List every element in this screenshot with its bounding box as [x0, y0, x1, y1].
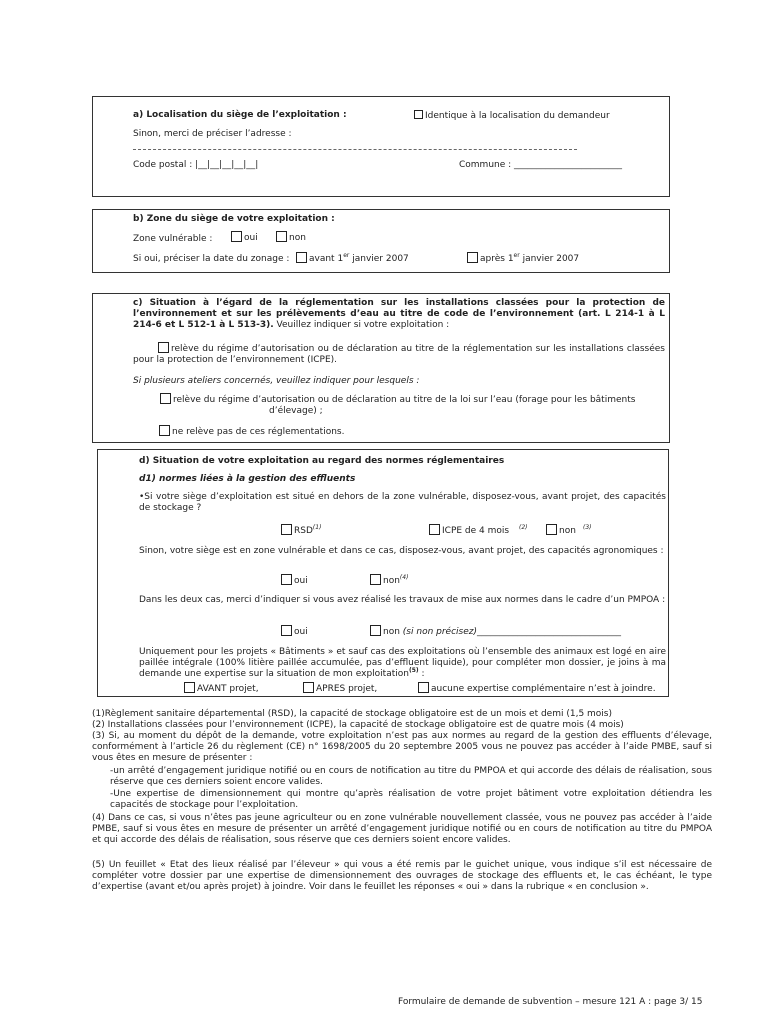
pmpoa-precisez-field[interactable]: (si non précisez)________________________________: [402, 627, 621, 637]
loi-eau-option[interactable]: [160, 393, 635, 405]
section-c-box: [92, 293, 670, 443]
page-footer: Formulaire de demande de subvention – mesure 121 A : page 3/ 15: [398, 997, 703, 1007]
agro-oui-option[interactable]: [281, 574, 308, 586]
agro-non-note: (4): [399, 574, 409, 581]
rsd-label: RSD: [294, 526, 313, 536]
avant-janvier: janvier 2007: [349, 254, 409, 264]
question-agronomiques: Sinon, votre siège est en zone vulnérable et dans ce cas, disposez-vous, avant projet, des capacités agronomiques :: [139, 546, 664, 556]
apres-label: après 1: [480, 254, 514, 264]
question-expertise: [139, 647, 666, 680]
icpe-4-mois-option[interactable]: [429, 524, 509, 536]
expertise-avant-option[interactable]: [184, 682, 259, 694]
stockage-non-checkbox[interactable]: [546, 524, 557, 535]
expertise-apres-label: APRES projet,: [316, 684, 378, 694]
section-c-title-bold: c) Situation à l’égard de la réglementation sur les installations classées pour la protection de l’environnement et sur les prélèvements d’eau au titre de code de l’environnement (art. L 214-1 à L 214-6 et L 512-1 à L 513-3).: [133, 298, 665, 330]
question-expertise-tail: :: [418, 669, 425, 679]
loi-eau-label-cont: d’élevage) ;: [269, 406, 323, 416]
pmpoa-oui-option[interactable]: [281, 625, 308, 637]
zone-oui-option[interactable]: [231, 231, 258, 243]
avant-2007-checkbox[interactable]: [296, 252, 307, 263]
agro-non-label: non: [383, 576, 400, 586]
footnote-3: (3) Si, au moment du dépôt de la demande, votre exploitation n’est pas aux normes au regard de la gestion des effluents d’élevage, conformément à l’article 26 du règlement (CE) n° 1698/2005 du 20 septembre 2005 vous ne pouvez pas accéder à l’aide PMBE, sauf si vous êtes en mesure de présenter :: [92, 731, 712, 763]
plusieurs-ateliers-label: Si plusieurs ateliers concernés, veuillez indiquer pour lesquels :: [133, 376, 420, 386]
commune-field[interactable]: Commune : ________________________: [459, 160, 623, 170]
rsd-note: (1): [312, 524, 322, 531]
expertise-avant-label: AVANT projet,: [197, 684, 259, 694]
zone-vulnerable-label: Zone vulnérable :: [133, 234, 213, 244]
footnote-2: (2) Installations classées pour l’environnement (ICPE), la capacité de stockage obligatoire est de quatre mois (4 mois): [92, 720, 624, 730]
section-d-title: d) Situation de votre exploitation au regard des normes réglementaires: [139, 456, 505, 466]
stockage-non-label: non: [559, 526, 576, 536]
footnote-3b: -Une expertise de dimensionnement qui montre qu’après réalisation de votre projet bâtiment votre exploitation détiendra les capacités de stockage pour l’exploitation.: [110, 789, 712, 810]
agro-oui-label: oui: [294, 576, 308, 586]
ne-releve-pas-option[interactable]: [159, 425, 344, 437]
zone-non-checkbox[interactable]: [276, 231, 287, 242]
agro-non-checkbox[interactable]: [370, 574, 381, 585]
question-stockage: •Si votre siège d’exploitation est situé en dehors de la zone vulnérable, disposez-vous, avant projet, des capacités de stockage ?: [139, 492, 666, 513]
loi-eau-label: relève du régime d’autorisation ou de déclaration au titre de la loi sur l’eau (forage pour les bâtiments: [173, 395, 636, 405]
apres-2007-checkbox[interactable]: [467, 252, 478, 263]
agro-non-option[interactable]: [370, 574, 408, 586]
sinon-adresse-label: Sinon, merci de préciser l’adresse :: [133, 129, 292, 139]
pmpoa-non-checkbox[interactable]: [370, 625, 381, 636]
identique-checkbox[interactable]: [414, 110, 423, 119]
question-pmpoa: Dans les deux cas, merci d’indiquer si vous avez réalisé les travaux de mise aux normes dans le cadre d’un PMPOA :: [139, 595, 666, 605]
expertise-apres-option[interactable]: [303, 682, 377, 694]
apres-janvier: janvier 2007: [519, 254, 580, 264]
question-expertise-text: Uniquement pour les projets « Bâtiments » et sauf cas des exploitations où l’ensemble des animaux est logé en aire paillée intégrale (100% litière paillée accumulée, pas d’effluent liquide), pour compléter mon dossier, je joins à ma demande une expertise sur la situation de mon exploitation: [139, 647, 666, 679]
expertise-note: (5): [408, 667, 419, 674]
pmpoa-non-option[interactable]: [370, 625, 621, 637]
code-postal-field[interactable]: Code postal : |__|__|__|__|__|: [133, 160, 259, 170]
stockage-non-option[interactable]: [546, 524, 576, 536]
ne-releve-pas-checkbox[interactable]: [159, 425, 170, 436]
rsd-checkbox[interactable]: [281, 524, 292, 535]
loi-eau-checkbox[interactable]: [160, 393, 171, 404]
icpe-4-mois-checkbox[interactable]: [429, 524, 440, 535]
icpe-checkbox[interactable]: [158, 342, 169, 353]
avant-2007-option[interactable]: [296, 252, 409, 264]
agro-oui-checkbox[interactable]: [281, 574, 292, 585]
footnote-3a: -un arrêté d’engagement juridique notifié ou en cours de notification au titre du PMPOA et qui accorde des délais de réalisation, sous réserve que ces derniers soient encore valides.: [110, 766, 712, 787]
section-d-box: d) Situation de votre exploitation au regard des normes réglementaires d1) normes liées à la gestion des effluents •Si votre siège d’exploitation est situé en dehors de la zone vulnérable, disposez-vous, avant projet, des capacités de stockage ? RSD$^{(1)}$ ICPE de 4 mois (2) non (3) Sinon, votre siège est en zone vulnérable et dans ce cas, disposez-vous, avant projet, des capacités agronomiques : oui non$^{(4)}$ Dans les deux cas, merci d’indiquer si vous avez réalisé les travaux de mise aux normes dans le cadre d’un PMPOA : oui non (si non précisez)________________________________ Uniquement pour les projets « Bâtiments » et sauf cas des exploitations où l’ensemble des animaux est logé en aire paillée intégrale (100% litière paillée accumulée, pas d’effluent liquide), pour compléter mon dossier, je joins à ma demande une expertise sur la situation de mon exploitation$^{(5)}$ : AVANT projet, APRES projet, aucune expertise complémentaire n’est à joindre.: [97, 449, 669, 697]
apres-er: er: [513, 252, 520, 259]
expertise-aucune-checkbox[interactable]: [418, 682, 429, 693]
zone-oui-label: oui: [244, 233, 258, 243]
section-c-title-tail: Veuillez indiquer si votre exploitation :: [273, 320, 450, 330]
expertise-apres-checkbox[interactable]: [303, 682, 314, 693]
section-b-title: b) Zone du siège de votre exploitation :: [133, 214, 335, 224]
pmpoa-oui-checkbox[interactable]: [281, 625, 292, 636]
identique-label: Identique à la localisation du demandeur: [425, 111, 610, 121]
section-b-box: [92, 209, 670, 273]
footnote-1: (1)Règlement sanitaire départemental (RSD), la capacité de stockage obligatoire est de un mois et demi (1,5 mois): [92, 709, 613, 719]
expertise-aucune-option[interactable]: [418, 682, 656, 694]
apres-2007-option[interactable]: [467, 252, 579, 264]
zone-non-option[interactable]: [276, 231, 306, 243]
zone-non-label: non: [289, 233, 306, 243]
pmpoa-oui-label: oui: [294, 627, 308, 637]
icpe-option-label: relève du régime d’autorisation ou de déclaration au titre de la réglementation sur les installations classées pour la protection de l’environnement (ICPE).: [133, 344, 665, 365]
avant-label: avant 1: [309, 254, 344, 264]
avant-er: er: [343, 252, 350, 259]
pmpoa-non-label: non: [383, 627, 400, 637]
footnote-4: (4) Dans ce cas, si vous n’êtes pas jeune agriculteur ou en zone vulnérable nouvellement classée, vous ne pouvez pas accéder à l’aide PMBE, sauf si vous êtes en mesure de présenter un arrêté d’engagement juridique notifié ou en cours de notification au titre du PMPOA et qui accorde des délais de réalisation, sous réserve que ces derniers soient encore valides.: [92, 813, 712, 845]
footnote-5: (5) Un feuillet « Etat des lieux réalisé par l’éleveur » qui vous a été remis par le guichet unique, vous indique s’il est nécessaire de compléter votre dossier par une expertise de dimensionnement des ouvrages de stockage des effluents et, le cas échéant, le type d’expertise (avant et/ou après projet) à joindre. Voir dans le feuillet les réponses « oui » dans la rubrique « en conclusion ».: [92, 860, 712, 892]
ne-releve-pas-label: ne relève pas de ces réglementations.: [172, 427, 345, 437]
expertise-avant-checkbox[interactable]: [184, 682, 195, 693]
d1-subtitle: d1) normes liées à la gestion des effluents: [139, 474, 356, 484]
section-a-title: a) Localisation du siège de l’exploitation :: [133, 110, 347, 120]
icpe-4-mois-label: ICPE de 4 mois: [442, 526, 510, 536]
rsd-option[interactable]: [281, 524, 321, 536]
icpe-option[interactable]: [133, 342, 665, 366]
identique-option[interactable]: [414, 110, 610, 121]
si-oui-label: Si oui, préciser la date du zonage :: [133, 254, 290, 264]
section-a-box: [92, 96, 670, 197]
adresse-line[interactable]: [133, 149, 577, 150]
zone-oui-checkbox[interactable]: [231, 231, 242, 242]
expertise-aucune-label: aucune expertise complémentaire n’est à joindre.: [431, 684, 656, 694]
section-c-title: [133, 298, 665, 331]
